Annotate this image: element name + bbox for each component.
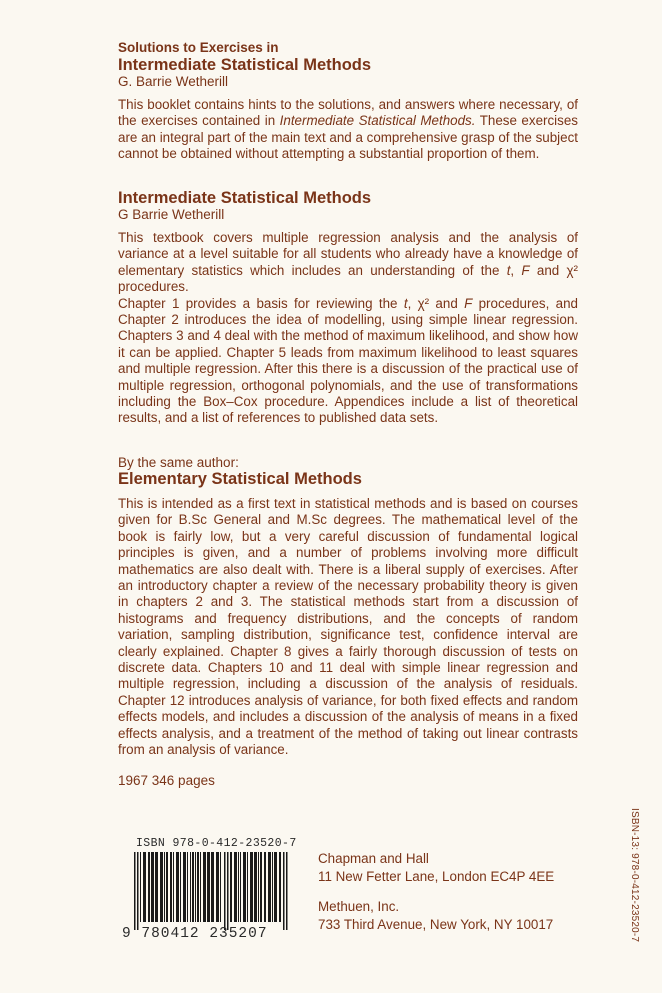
solutions-description: This booklet contains hints to the solutions, and answers where necessary, of the exercises contained in Intermediate Statistical Methods. These exercises are an integral part of the main text and a comprehensive grasp of the subject cannot be obtained without attempting a substantial proportion of them. <box>118 97 579 162</box>
barcode-bar <box>240 852 241 922</box>
intermediate-section <box>118 189 578 427</box>
publisher-name-us: Methuen, Inc. <box>318 899 400 914</box>
barcode-isbn-text: ISBN 978-0-412-23520-7 <box>136 837 297 850</box>
solutions-author: G. Barrie Wetherill <box>118 74 229 89</box>
barcode-bar <box>250 852 253 922</box>
barcode-bar <box>207 852 210 922</box>
barcode-bar <box>234 852 237 922</box>
barcode-bar <box>211 852 214 922</box>
intermediate-paragraph-1: This textbook covers multiple regression analysis and the analysis of variance at a level suitable for all students who already have a knowledge of elementary statistics which includes an understanding of the t, F and χ² procedures. <box>118 230 578 295</box>
elementary-description: This is intended as a first text in statistical methods and is based on courses given for B.Sc General and M.Sc degrees. The mathematical level of the book is fairly low, but a very careful discussion of fundamental logical principles is given, and a number of problems involving more difficult mathematics are also dealt with. There is a liberal supply of exercises. After an introductory chapter a review of the necessary probability theory is given in chapters 2 and 3. The statistical methods start from a discussion of histograms and frequency distributions, and the concepts of random variation, sampling distribution, significance test, confidence interval are clearly explained. Chapter 8 gives a fairly thorough discussion of tests on discrete data. Chapters 10 and 11 deal with simple linear regression and multiple regression, including a discussion of the analysis of residuals. Chapter 12 introduces analysis of variance, for both fixed effects and random effects models, and includes a discussion of the analysis of means in a fixed effects analysis, and a treatment of the method of taking out linear contrasts from an analysis of variance. <box>118 496 578 758</box>
barcode-bar <box>197 852 199 922</box>
barcode-bar <box>200 852 201 922</box>
barcode-bar <box>173 852 174 922</box>
barcode-bar <box>224 852 226 930</box>
publisher-address-uk: 11 New Fetter Lane, London EC4P 4EE <box>318 869 555 884</box>
barcode-bar <box>247 852 248 922</box>
barcode-bar <box>148 852 150 922</box>
barcode-bar <box>283 852 285 930</box>
barcode-bar <box>170 852 172 922</box>
by-same-author: By the same author: <box>118 455 239 470</box>
barcode-bar <box>151 852 154 922</box>
elementary-pages: 1967 346 pages <box>118 772 215 788</box>
barcode-bar <box>286 852 288 930</box>
barcode-bar <box>183 852 186 922</box>
barcode-bar <box>243 852 246 922</box>
barcode-bar <box>137 852 139 930</box>
barcode-bar <box>160 852 163 922</box>
barcode-bar <box>216 852 219 922</box>
elementary-section <box>118 455 578 788</box>
isbn-vertical-text: ISBN-13: 978-0-412-23520-7 <box>629 808 640 943</box>
barcode-bar <box>187 852 188 922</box>
barcode-bar <box>192 852 194 922</box>
solutions-title-line1: Solutions to Exercises in <box>118 40 279 55</box>
barcode-bar <box>134 852 136 930</box>
barcode-bar <box>238 852 239 922</box>
publisher-address-us: 733 Third Avenue, New York, NY 10017 <box>318 917 554 932</box>
barcode-bar <box>227 852 229 930</box>
barcode-bar <box>155 852 158 922</box>
barcode-digits: 9 780412 235207 <box>122 926 268 942</box>
barcode-bar <box>268 852 271 922</box>
barcode-bar <box>190 852 191 922</box>
intermediate-title: Intermediate Statistical Methods <box>118 189 372 207</box>
intermediate-paragraph-2: Chapter 1 provides a basis for reviewing the t, χ² and F procedures, and Chapter 2 introduces the idea of modelling, using simple linear regression. Chapters 3 and 4 deal with the method of maximum likelihood, and show how it can be applied. Chapter 5 leads from maximum likelihood to least squares and multiple regression. After this there is a discussion of the practical use of multiple regression, orthogonal polynomials, and the use of transformations including the Box–Cox procedure. Appendices include a list of theoretical results, and a list of references to published data sets. <box>118 295 578 426</box>
barcode-bar <box>176 852 179 922</box>
barcode-bar <box>164 852 165 922</box>
barcode-bar <box>274 852 277 922</box>
barcode <box>122 837 304 942</box>
barcode-bar <box>254 852 257 922</box>
barcode-bar <box>203 852 206 922</box>
barcode-bar <box>195 852 196 922</box>
barcode-bar <box>272 852 273 922</box>
barcode-bar <box>260 852 262 922</box>
barcode-bar <box>279 852 281 922</box>
elementary-title: Elementary Statistical Methods <box>118 470 362 488</box>
barcode-bar <box>264 852 266 922</box>
barcode-bars <box>122 852 292 930</box>
solutions-title-line2: Intermediate Statistical Methods <box>118 56 372 74</box>
barcode-bar <box>230 852 232 922</box>
barcode-bar <box>140 852 141 922</box>
publisher-block <box>318 850 588 934</box>
barcode-bar <box>180 852 181 922</box>
barcode-bar <box>166 852 168 922</box>
solutions-section <box>118 40 578 163</box>
barcode-bar <box>143 852 146 922</box>
barcode-bar <box>258 852 259 922</box>
barcode-bar <box>220 852 221 922</box>
publisher-name-uk: Chapman and Hall <box>318 851 429 866</box>
intermediate-author: G Barrie Wetherill <box>118 207 225 222</box>
